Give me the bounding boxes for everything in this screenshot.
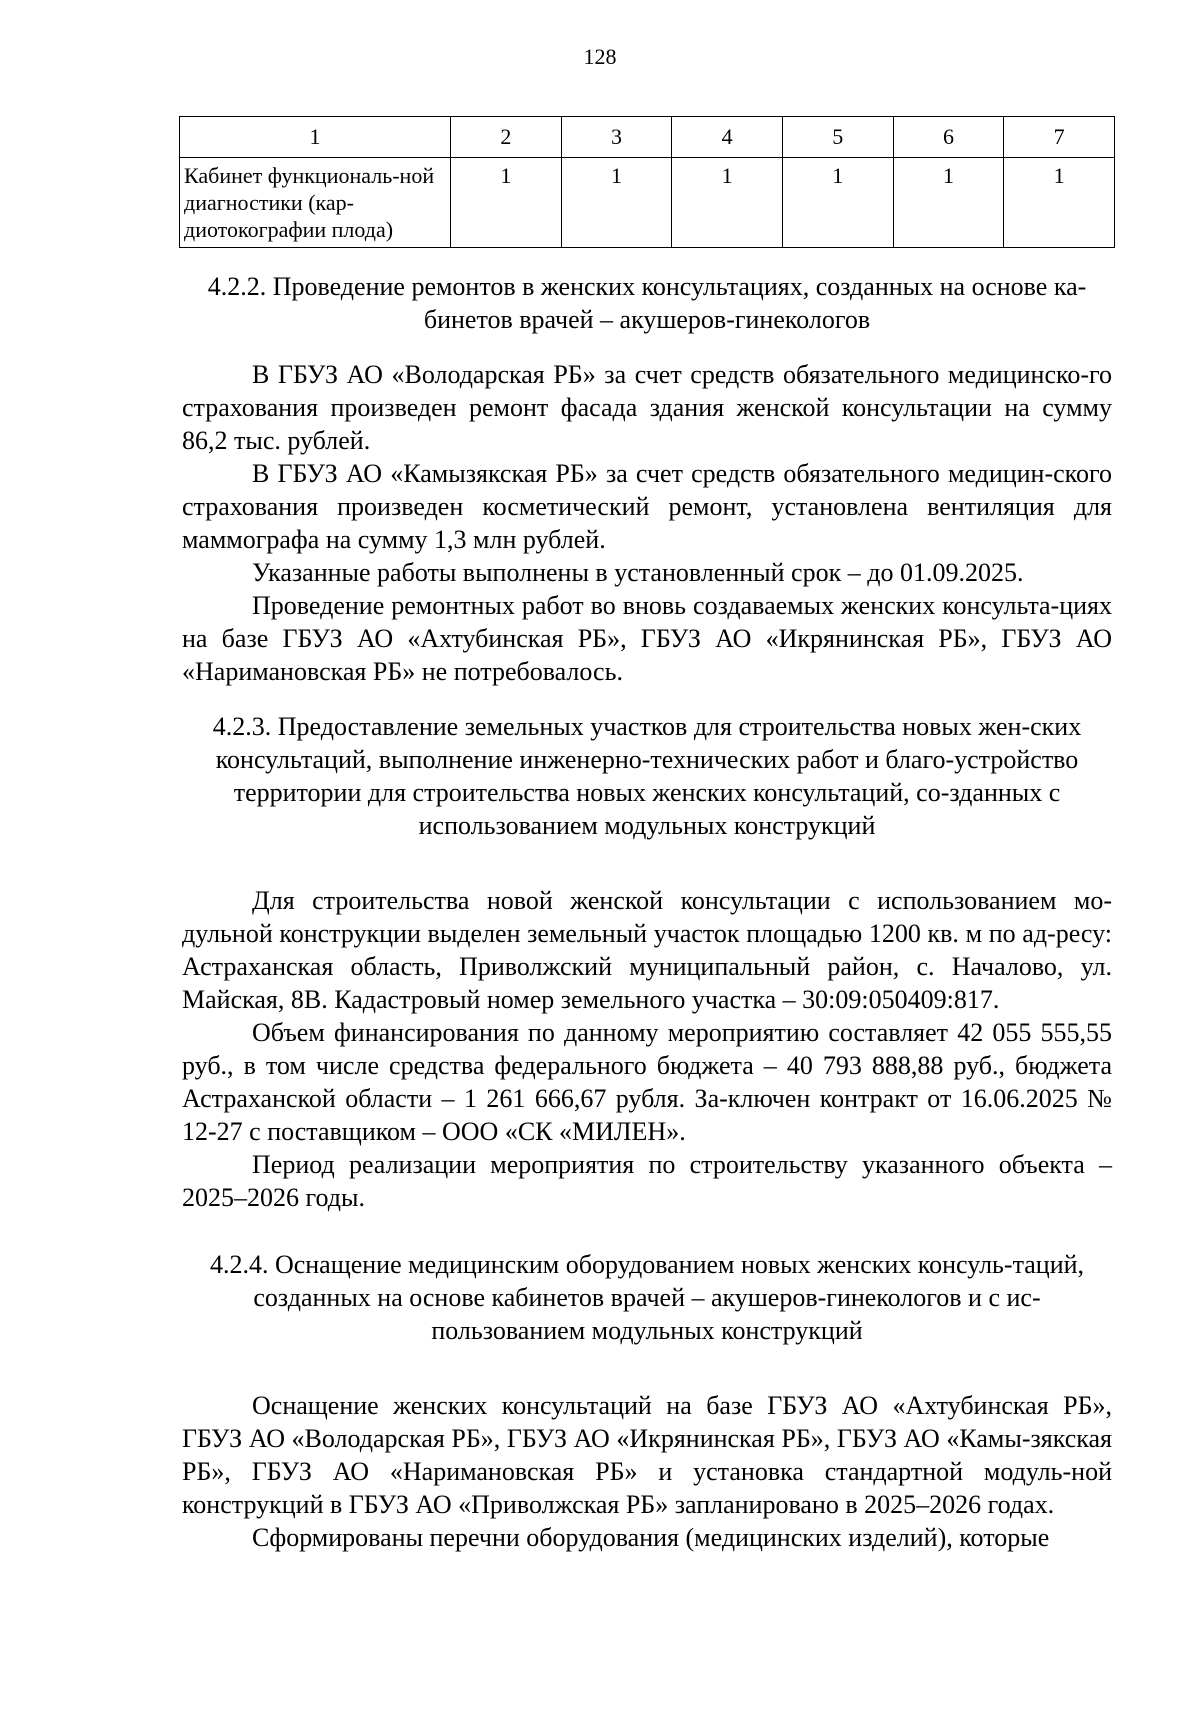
table-cell: 1 bbox=[451, 158, 562, 248]
table-header-cell: 2 bbox=[451, 117, 562, 158]
page-number: 128 bbox=[583, 44, 617, 69]
section-heading-4-2-3: 4.2.3. Предоставление земельных участков для строительства новых жен-ских консультаций, выполнение инженерно-технических работ и благо-устройство территории для строительства новых женских консультаций, со-зданных с использованием модульных конструкций bbox=[212, 712, 1082, 840]
paragraph: В ГБУЗ АО «Камызякская РБ» за счет средств обязательного медицин-ского страхования произведен косметический ремонт, установлена вентиляция для маммографа на сумму 1,3 млн рублей. bbox=[182, 459, 1112, 554]
document-body bbox=[182, 270, 1112, 1554]
table-header-cell: 4 bbox=[672, 117, 783, 158]
paragraph: Объем финансирования по данному мероприятию составляет 42 055 555,55 руб., в том числе средства федерального бюджета – 40 793 888,88 руб., бюджета Астраханской области – 1 261 666,67 рубля. За-ключен контракт от 16.06.2025 № 12-27 с поставщиком – ООО «СК «МИЛЕН». bbox=[182, 1018, 1112, 1146]
table-header-cell: 3 bbox=[561, 117, 672, 158]
paragraph: В ГБУЗ АО «Володарская РБ» за счет средств обязательного медицинско-го страхования произведен ремонт фасада здания женской консультации на сумму 86,2 тыс. рублей. bbox=[182, 360, 1112, 455]
paragraph: Проведение ремонтных работ во вновь создаваемых женских консульта-циях на базе ГБУЗ АО «Ахтубинская РБ», ГБУЗ АО «Икрянинская РБ», ГБУЗ АО «Наримановская РБ» не потребовалось. bbox=[182, 591, 1112, 686]
table-cell: 1 bbox=[893, 158, 1004, 248]
paragraph: Оснащение женских консультаций на базе ГБУЗ АО «Ахтубинская РБ», ГБУЗ АО «Володарская РБ», ГБУЗ АО «Икрянинская РБ», ГБУЗ АО «Камы-зякская РБ», ГБУЗ АО «Наримановская РБ» и установка стандартной модуль-ной конструкций в ГБУЗ АО «Приволжская РБ» запланировано в 2025–2026 годах. bbox=[182, 1391, 1112, 1519]
table-header-cell: 7 bbox=[1004, 117, 1115, 158]
table-row-label: Кабинет функциональ-ной диагностики (кар-диотокографии плода) bbox=[180, 158, 451, 248]
equipment-table bbox=[179, 116, 1115, 248]
paragraph: Указанные работы выполнены в установленный срок – до 01.09.2025. bbox=[252, 558, 1024, 587]
table-row bbox=[180, 158, 1115, 248]
paragraph: Сформированы перечни оборудования (медицинских изделий), которые bbox=[252, 1523, 1050, 1552]
table-header-cell: 5 bbox=[782, 117, 893, 158]
table-cell: 1 bbox=[782, 158, 893, 248]
table-cell: 1 bbox=[672, 158, 783, 248]
table-header-cell: 1 bbox=[180, 117, 451, 158]
section-heading-4-2-4: 4.2.4. Оснащение медицинским оборудованием новых женских консуль-таций, созданных на основе кабинетов врачей – акушеров-гинекологов и с ис-пользованием модульных конструкций bbox=[209, 1250, 1085, 1345]
table-header-row bbox=[180, 117, 1115, 158]
paragraph: Для строительства новой женской консультации с использованием мо-дульной конструкции выделен земельный участок площадью 1200 кв. м по ад-ресу: Астраханская область, Приволжский муниципальный район, с. Началово, ул. Майская, 8В. Кадастровый номер земельного участка – 30:09:050409:817. bbox=[182, 886, 1112, 1014]
table-cell: 1 bbox=[1004, 158, 1115, 248]
section-heading-4-2-2: 4.2.2. Проведение ремонтов в женских консультациях, созданных на основе ка-бинетов врачей – акушеров-гинекологов bbox=[207, 272, 1087, 334]
table-cell: 1 bbox=[561, 158, 672, 248]
paragraph: Период реализации мероприятия по строительству указанного объекта – 2025–2026 годы. bbox=[182, 1150, 1112, 1212]
table-header-cell: 6 bbox=[893, 117, 1004, 158]
